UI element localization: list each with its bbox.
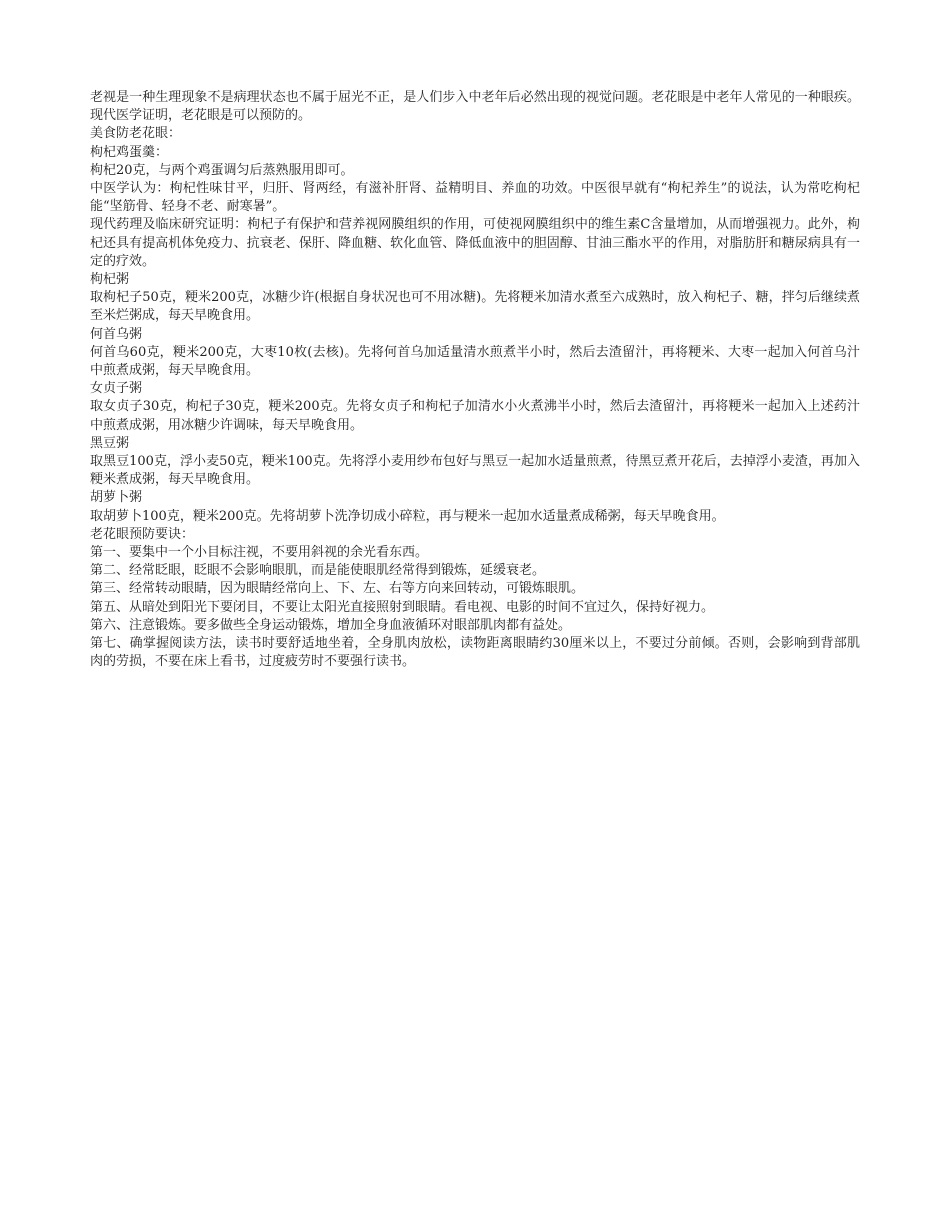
recipe-body-black-bean-porridge: 取黑豆100克，浮小麦50克，粳米100克。先将浮小麦用纱布包好与黑豆一起加水适量煎煮，待黑豆煮开花后，去掉浮小麦渣，再加入粳米煮成粥，每天早晚食用。 [90, 454, 860, 488]
tip-item: 第一、要集中一个小目标注视，不要用斜视的余光看东西。 [90, 545, 429, 561]
tip-item: 第三、经常转动眼睛，因为眼睛经常向上、下、左、右等方向来回转动，可锻炼眼肌。 [90, 581, 585, 597]
recipe-title-heshouwu-porridge: 何首乌粥 [90, 326, 143, 342]
tips-section-heading: 老花眼预防要诀： [90, 526, 195, 542]
modern-research-paragraph: 现代药理及临床研究证明：枸杞子有保护和营养视网膜组织的作用，可使视网膜组织中的维生素C含量增加，从而增强视力。此外，枸杞还具有提高机体免疫力、抗衰老、保肝、降血糖、软化血管、降低血液中的胆固醇、甘油三酯水平的作用，对脂肪肝和糖尿病具有一定的疗效。 [90, 217, 860, 269]
recipe-body-carrot-porridge: 取胡萝卜100克，粳米200克。先将胡萝卜洗净切成小碎粒，再与粳米一起加水适量煮成稀粥，每天早晚食用。 [90, 508, 725, 524]
tip-item: 第五、从暗处到阳光下要闭目，不要让太阳光直接照射到眼睛。看电视、电影的时间不宜过久，保持好视力。 [90, 599, 715, 615]
tcm-note-paragraph: 中医学认为：枸杞性味甘平，归肝、肾两经，有滋补肝肾、益精明目、养血的功效。中医很早就有“枸杞养生”的说法，认为常吃枸杞能“坚筋骨、轻身不老、耐寒暑”。 [90, 181, 860, 215]
recipe-title-carrot-porridge: 胡萝卜粥 [90, 490, 143, 506]
recipe-body-nvzhenzi-porridge: 取女贞子30克，枸杞子30克，粳米200克。先将女贞子和枸杞子加清水小火煮沸半小时，然后去渣留汁，再将粳米一起加入上述药汁中煎煮成粥，用冰糖少许调味，每天早晚食用。 [90, 399, 860, 433]
recipe-body-goji-egg: 枸杞20克，与两个鸡蛋调匀后蒸熟服用即可。 [90, 162, 354, 178]
recipe-title-goji-porridge: 枸杞粥 [90, 272, 130, 288]
diet-section-heading: 美食防老花眼： [90, 126, 182, 142]
recipe-body-heshouwu-porridge: 何首乌60克，粳米200克，大枣10枚(去核)。先将何首乌加适量清水煎煮半小时，然后去渣留汁，再将粳米、大枣一起加入何首乌汁中煎煮成粥，每天早晚食用。 [90, 344, 860, 379]
intro-paragraph: 老视是一种生理现象不是病理状态也不属于屈光不正，是人们步入中老年后必然出现的视觉问题。老花眼是中老年人常见的一种眼疾。现代医学证明，老花眼是可以预防的。 [90, 90, 860, 124]
tip-item: 第七、确掌握阅读方法，读书时要舒适地坐着，全身肌肉放松，读物距离眼睛约30厘米以上，不要过分前倾。否则，会影响到背部肌肉的劳损，不要在床上看书，过度疲劳时不要强行读书。 [90, 636, 860, 670]
document-body [90, 89, 860, 672]
tip-item: 第二、经常眨眼，眨眼不会影响眼肌，而是能使眼肌经常得到锻炼，延缓衰老。 [90, 563, 546, 579]
recipe-body-goji-porridge: 取枸杞子50克，粳米200克，冰糖少许(根据自身状况也可不用冰糖)。先将粳米加清水煮至六成熟时，放入枸杞子、糖，拌匀后继续煮至米烂粥成，每天早晚食用。 [90, 290, 860, 324]
tip-item: 第六、注意锻炼。要多做些全身运动锻炼，增加全身血液循环对眼部肌肉都有益处。 [90, 617, 572, 633]
recipe-title-nvzhenzi-porridge: 女贞子粥 [90, 381, 143, 397]
recipe-title-black-bean-porridge: 黑豆粥 [90, 435, 130, 451]
recipe-title-goji-egg: 枸杞鸡蛋羹： [90, 144, 169, 160]
